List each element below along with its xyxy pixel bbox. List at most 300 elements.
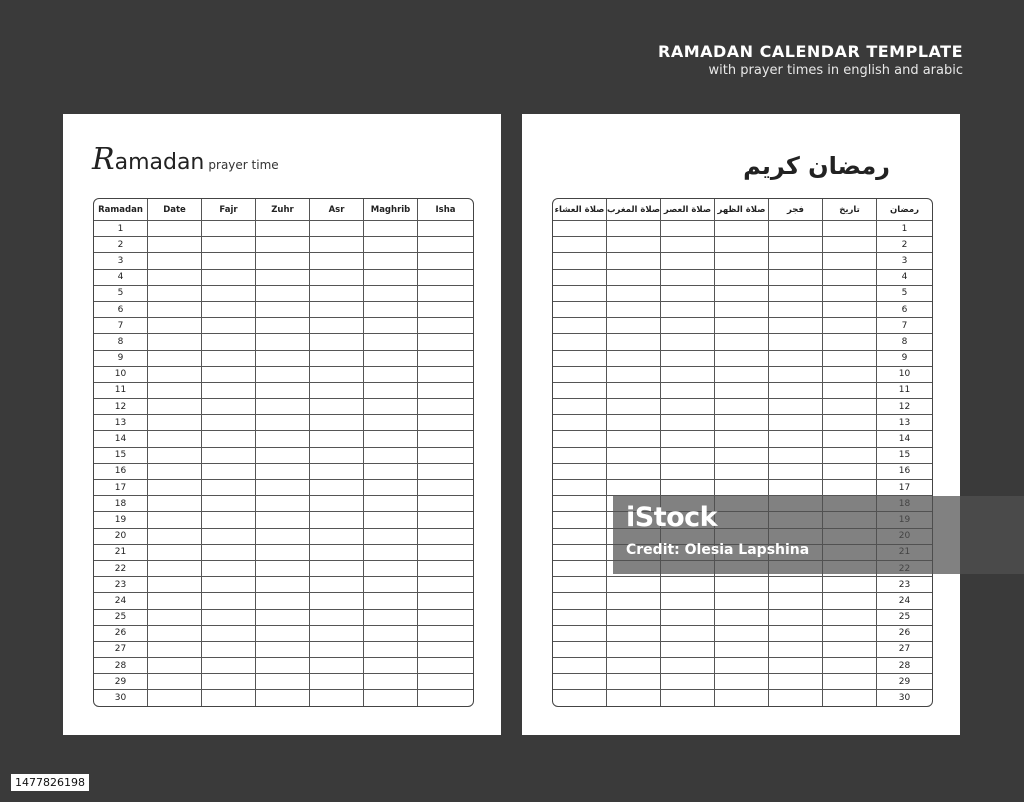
- entry-cell: [553, 302, 607, 318]
- english-column-header: Maghrib: [364, 199, 418, 221]
- header: [658, 42, 963, 78]
- entry-cell: [823, 253, 877, 269]
- entry-cell: [661, 448, 715, 464]
- entry-cell: [418, 399, 473, 415]
- entry-cell: [364, 577, 418, 593]
- day-number-cell: 29: [94, 674, 148, 690]
- entry-cell: [202, 545, 256, 561]
- table-row: [553, 270, 932, 286]
- entry-cell: [553, 545, 607, 561]
- entry-cell: [823, 237, 877, 253]
- entry-cell: [607, 593, 661, 609]
- watermark-credit: Credit: Olesia Lapshina: [626, 542, 810, 558]
- entry-cell: [607, 286, 661, 302]
- entry-cell: [148, 237, 202, 253]
- entry-cell: [364, 253, 418, 269]
- entry-cell: [661, 480, 715, 496]
- day-number-cell: 11: [94, 383, 148, 399]
- entry-cell: [553, 270, 607, 286]
- entry-cell: [823, 318, 877, 334]
- entry-cell: [607, 448, 661, 464]
- entry-cell: [661, 464, 715, 480]
- entry-cell: [256, 431, 310, 447]
- entry-cell: [364, 642, 418, 658]
- entry-cell: [607, 367, 661, 383]
- entry-cell: [553, 351, 607, 367]
- entry-cell: [202, 253, 256, 269]
- table-row: [94, 383, 473, 399]
- entry-cell: [418, 480, 473, 496]
- entry-cell: [256, 561, 310, 577]
- entry-cell: [418, 383, 473, 399]
- entry-cell: [553, 399, 607, 415]
- table-row: [553, 221, 932, 237]
- entry-cell: [823, 270, 877, 286]
- entry-cell: [202, 512, 256, 528]
- entry-cell: [823, 674, 877, 690]
- entry-cell: [202, 367, 256, 383]
- table-row: [94, 529, 473, 545]
- entry-cell: [769, 334, 823, 350]
- entry-cell: [715, 610, 769, 626]
- entry-cell: [256, 302, 310, 318]
- entry-cell: [823, 610, 877, 626]
- entry-cell: [823, 399, 877, 415]
- entry-cell: [553, 334, 607, 350]
- entry-cell: [202, 674, 256, 690]
- entry-cell: [553, 529, 607, 545]
- day-number-cell: 19: [94, 512, 148, 528]
- entry-cell: [256, 610, 310, 626]
- entry-cell: [553, 658, 607, 674]
- arabic-column-header: رمضان: [877, 199, 932, 221]
- entry-cell: [256, 399, 310, 415]
- entry-cell: [661, 237, 715, 253]
- day-number-cell: 7: [877, 318, 932, 334]
- entry-cell: [148, 431, 202, 447]
- arabic-column-header: فجر: [769, 199, 823, 221]
- entry-cell: [823, 221, 877, 237]
- entry-cell: [256, 318, 310, 334]
- heading-subtitle: prayer time: [208, 158, 279, 172]
- entry-cell: [148, 642, 202, 658]
- entry-cell: [364, 480, 418, 496]
- entry-cell: [310, 431, 364, 447]
- heading-script-letter: R: [92, 142, 115, 177]
- entry-cell: [202, 496, 256, 512]
- entry-cell: [364, 626, 418, 642]
- entry-cell: [256, 351, 310, 367]
- table-row: [94, 496, 473, 512]
- entry-cell: [553, 367, 607, 383]
- entry-cell: [310, 383, 364, 399]
- day-number-cell: 13: [877, 415, 932, 431]
- day-number-cell: 30: [898, 693, 911, 704]
- table-row: [94, 561, 473, 577]
- entry-cell: [202, 529, 256, 545]
- entry-cell: [202, 642, 256, 658]
- entry-cell: [310, 302, 364, 318]
- entry-cell: [661, 593, 715, 609]
- entry-cell: [607, 270, 661, 286]
- entry-cell: [715, 253, 769, 269]
- entry-cell: [256, 658, 310, 674]
- entry-cell: [256, 221, 310, 237]
- entry-cell: [553, 690, 607, 705]
- entry-cell: [148, 577, 202, 593]
- table-row: [553, 318, 932, 334]
- table-row: [94, 626, 473, 642]
- entry-cell: [661, 415, 715, 431]
- entry-cell: [553, 610, 607, 626]
- day-number-cell: 16: [94, 464, 148, 480]
- day-number-cell: 4: [877, 270, 932, 286]
- entry-cell: [607, 658, 661, 674]
- table-row: [553, 658, 932, 674]
- day-number-cell: 25: [877, 610, 932, 626]
- day-number-cell: 8: [94, 334, 148, 350]
- entry-cell: [661, 334, 715, 350]
- header-subtitle: with prayer times in english and arabic: [708, 63, 963, 78]
- day-number-cell: 13: [94, 415, 148, 431]
- arabic-column-header: صلاة العصر: [661, 199, 715, 221]
- table-row: [94, 658, 473, 674]
- entry-cell: [202, 464, 256, 480]
- entry-cell: [364, 302, 418, 318]
- entry-cell: [823, 351, 877, 367]
- entry-cell: [769, 674, 823, 690]
- entry-cell: [202, 334, 256, 350]
- table-row: [553, 610, 932, 626]
- table-row: [553, 383, 932, 399]
- entry-cell: [715, 431, 769, 447]
- entry-cell: [364, 367, 418, 383]
- entry-cell: [661, 431, 715, 447]
- table-row: [94, 253, 473, 269]
- entry-cell: [310, 496, 364, 512]
- entry-cell: [715, 221, 769, 237]
- entry-cell: [310, 399, 364, 415]
- entry-cell: [553, 561, 607, 577]
- entry-cell: [148, 561, 202, 577]
- entry-cell: [553, 480, 607, 496]
- entry-cell: [364, 496, 418, 512]
- entry-cell: [364, 383, 418, 399]
- entry-cell: [769, 318, 823, 334]
- entry-cell: [148, 302, 202, 318]
- entry-cell: [148, 480, 202, 496]
- entry-cell: [823, 577, 877, 593]
- entry-cell: [310, 545, 364, 561]
- entry-cell: [607, 674, 661, 690]
- day-number-cell: 5: [877, 286, 932, 302]
- entry-cell: [607, 302, 661, 318]
- entry-cell: [661, 351, 715, 367]
- entry-cell: [661, 286, 715, 302]
- entry-cell: [553, 286, 607, 302]
- table-row: [94, 399, 473, 415]
- entry-cell: [202, 237, 256, 253]
- entry-cell: [418, 237, 473, 253]
- day-number-cell: 10: [94, 367, 148, 383]
- table-row: [553, 448, 932, 464]
- table-row: [553, 286, 932, 302]
- entry-cell: [364, 318, 418, 334]
- entry-cell: [769, 626, 823, 642]
- entry-cell: [418, 318, 473, 334]
- table-row: [553, 577, 932, 593]
- entry-cell: [418, 302, 473, 318]
- entry-cell: [607, 334, 661, 350]
- entry-cell: [769, 367, 823, 383]
- entry-cell: [607, 318, 661, 334]
- table-row: [553, 480, 932, 496]
- entry-cell: [715, 367, 769, 383]
- entry-cell: [661, 302, 715, 318]
- entry-cell: [418, 690, 473, 705]
- entry-cell: [202, 351, 256, 367]
- table-row: [94, 642, 473, 658]
- arabic-column-header: صلاة المغرب: [607, 199, 661, 221]
- entry-cell: [418, 351, 473, 367]
- entry-cell: [553, 674, 607, 690]
- watermark-brand: iStock: [626, 502, 718, 533]
- entry-cell: [607, 351, 661, 367]
- entry-cell: [148, 448, 202, 464]
- entry-cell: [310, 351, 364, 367]
- entry-cell: [607, 690, 661, 705]
- entry-cell: [310, 464, 364, 480]
- entry-cell: [256, 593, 310, 609]
- entry-cell: [202, 302, 256, 318]
- table-row: [94, 545, 473, 561]
- entry-cell: [661, 367, 715, 383]
- entry-cell: [715, 674, 769, 690]
- entry-cell: [148, 351, 202, 367]
- entry-cell: [148, 626, 202, 642]
- day-number-cell: 6: [877, 302, 932, 318]
- entry-cell: [823, 302, 877, 318]
- entry-cell: [418, 253, 473, 269]
- day-number-cell: 3: [877, 253, 932, 269]
- entry-cell: [256, 367, 310, 383]
- entry-cell: [418, 658, 473, 674]
- entry-cell: [715, 318, 769, 334]
- entry-cell: [148, 221, 202, 237]
- day-number-cell: 26: [94, 626, 148, 642]
- entry-cell: [202, 690, 256, 705]
- entry-cell: [256, 626, 310, 642]
- entry-cell: [148, 286, 202, 302]
- entry-cell: [607, 237, 661, 253]
- entry-cell: [661, 577, 715, 593]
- entry-cell: [661, 674, 715, 690]
- heading-word: amadan: [114, 150, 205, 175]
- table-row: [94, 448, 473, 464]
- entry-cell: [364, 237, 418, 253]
- day-number-cell: 6: [94, 302, 148, 318]
- day-number-cell: 24: [94, 593, 148, 609]
- entry-cell: [607, 221, 661, 237]
- table-row: [553, 367, 932, 383]
- entry-cell: [418, 415, 473, 431]
- entry-cell: [202, 561, 256, 577]
- entry-cell: [202, 626, 256, 642]
- day-number-cell: 10: [877, 367, 932, 383]
- entry-cell: [364, 674, 418, 690]
- table-row: [94, 237, 473, 253]
- entry-cell: [769, 658, 823, 674]
- day-number-cell: 17: [877, 480, 932, 496]
- entry-cell: [418, 221, 473, 237]
- day-number-cell: 27: [877, 642, 932, 658]
- entry-cell: [769, 270, 823, 286]
- entry-cell: [661, 221, 715, 237]
- english-page-heading: [92, 142, 279, 177]
- entry-cell: [202, 383, 256, 399]
- entry-cell: [364, 399, 418, 415]
- entry-cell: [661, 610, 715, 626]
- day-number-cell: 22: [94, 561, 148, 577]
- entry-cell: [661, 642, 715, 658]
- table-row: [553, 593, 932, 609]
- entry-cell: [418, 529, 473, 545]
- entry-cell: [148, 334, 202, 350]
- day-number-cell: 24: [877, 593, 932, 609]
- entry-cell: [256, 383, 310, 399]
- day-number-cell: 3: [94, 253, 148, 269]
- entry-cell: [202, 318, 256, 334]
- entry-cell: [607, 626, 661, 642]
- entry-cell: [202, 286, 256, 302]
- entry-cell: [715, 577, 769, 593]
- entry-cell: [823, 642, 877, 658]
- stock-id-label: 1477826198: [11, 774, 89, 791]
- table-row: [94, 286, 473, 302]
- entry-cell: [364, 529, 418, 545]
- entry-cell: [823, 367, 877, 383]
- entry-cell: [310, 690, 364, 705]
- entry-cell: [769, 221, 823, 237]
- entry-cell: [310, 318, 364, 334]
- table-row: [553, 237, 932, 253]
- day-number-cell: 20: [94, 529, 148, 545]
- entry-cell: [553, 448, 607, 464]
- table-row: [94, 690, 473, 705]
- table-row: [553, 334, 932, 350]
- day-number-cell: 15: [877, 448, 932, 464]
- entry-cell: [418, 577, 473, 593]
- entry-cell: [418, 561, 473, 577]
- entry-cell: [148, 383, 202, 399]
- entry-cell: [148, 529, 202, 545]
- entry-cell: [364, 431, 418, 447]
- day-number-cell: 17: [94, 480, 148, 496]
- table-row: [94, 593, 473, 609]
- day-number-cell: 4: [94, 270, 148, 286]
- entry-cell: [310, 286, 364, 302]
- table-row: [553, 642, 932, 658]
- entry-cell: [202, 270, 256, 286]
- day-number-cell: 23: [94, 577, 148, 593]
- header-title: RAMADAN CALENDAR TEMPLATE: [658, 42, 963, 61]
- entry-cell: [256, 464, 310, 480]
- entry-cell: [661, 383, 715, 399]
- entry-cell: [715, 448, 769, 464]
- entry-cell: [769, 464, 823, 480]
- entry-cell: [310, 480, 364, 496]
- entry-cell: [364, 561, 418, 577]
- table-row: [94, 464, 473, 480]
- entry-cell: [202, 415, 256, 431]
- entry-cell: [148, 593, 202, 609]
- entry-cell: [148, 415, 202, 431]
- entry-cell: [661, 399, 715, 415]
- entry-cell: [256, 674, 310, 690]
- english-page: [63, 114, 501, 735]
- entry-cell: [364, 545, 418, 561]
- entry-cell: [148, 512, 202, 528]
- entry-cell: [661, 658, 715, 674]
- entry-cell: [202, 221, 256, 237]
- entry-cell: [418, 674, 473, 690]
- entry-cell: [418, 496, 473, 512]
- entry-cell: [607, 480, 661, 496]
- entry-cell: [823, 464, 877, 480]
- entry-cell: [148, 545, 202, 561]
- table-row: [94, 674, 473, 690]
- entry-cell: [553, 464, 607, 480]
- day-number-cell: 12: [877, 399, 932, 415]
- english-column-header: Fajr: [202, 199, 256, 221]
- entry-cell: [553, 512, 607, 528]
- entry-cell: [607, 415, 661, 431]
- day-number-cell: 30: [94, 690, 148, 705]
- entry-cell: [310, 610, 364, 626]
- watermark: [613, 496, 1024, 574]
- english-column-header: Date: [148, 199, 202, 221]
- entry-cell: [418, 593, 473, 609]
- entry-cell: [823, 658, 877, 674]
- table-row: [553, 464, 932, 480]
- table-row: [94, 610, 473, 626]
- entry-cell: [823, 690, 877, 705]
- table-row: [94, 351, 473, 367]
- entry-cell: [553, 253, 607, 269]
- day-number-cell: 9: [94, 351, 148, 367]
- entry-cell: [148, 464, 202, 480]
- table-row: [94, 221, 473, 237]
- english-column-header: Zuhr: [256, 199, 310, 221]
- entry-cell: [364, 512, 418, 528]
- entry-cell: [310, 577, 364, 593]
- entry-cell: [715, 351, 769, 367]
- table-row: [94, 270, 473, 286]
- entry-cell: [256, 334, 310, 350]
- entry-cell: [364, 690, 418, 705]
- entry-cell: [607, 383, 661, 399]
- entry-cell: [310, 561, 364, 577]
- entry-cell: [256, 237, 310, 253]
- entry-cell: [769, 399, 823, 415]
- entry-cell: [715, 480, 769, 496]
- entry-cell: [607, 577, 661, 593]
- entry-cell: [661, 253, 715, 269]
- table-row: [94, 512, 473, 528]
- table-row: [94, 415, 473, 431]
- day-number-cell: 12: [94, 399, 148, 415]
- entry-cell: [553, 626, 607, 642]
